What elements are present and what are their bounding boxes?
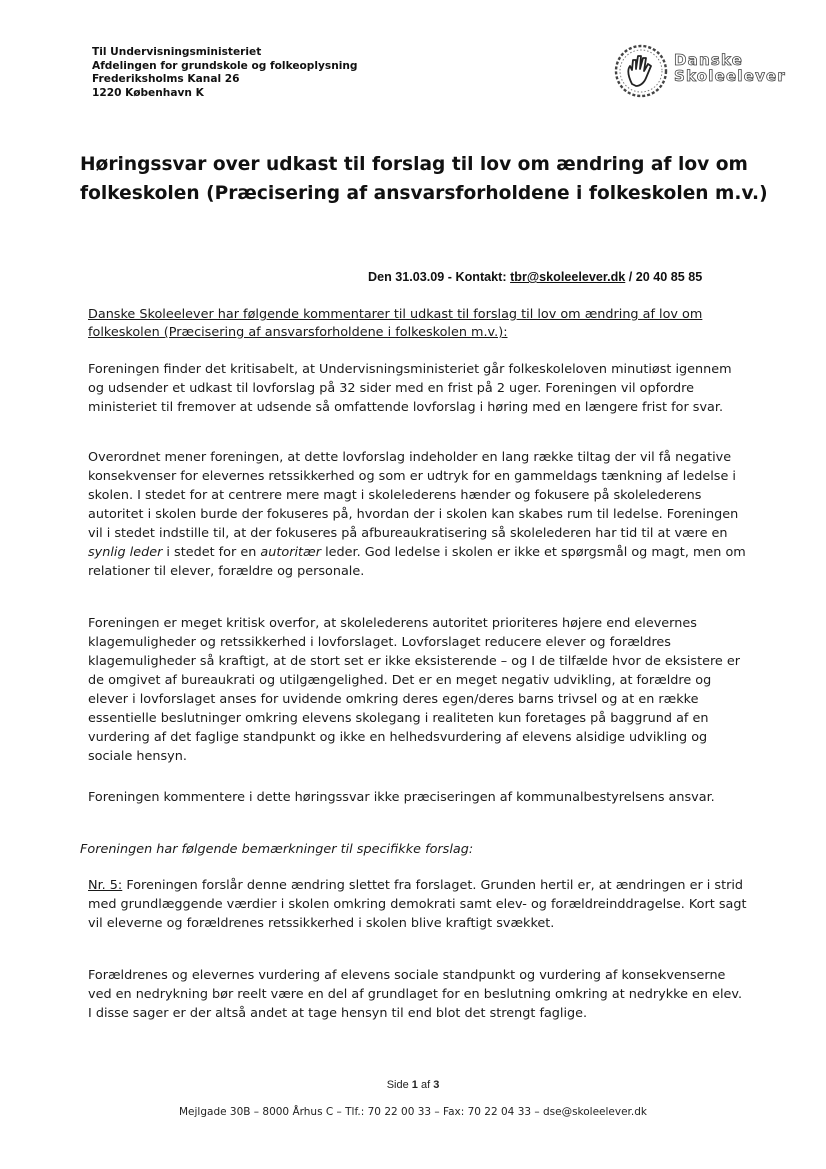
paragraph-nr5	[88, 876, 748, 933]
footer-contact: Mejlgade 30B – 8000 Århus C – Tlf.: 70 22 00 33 – Fax: 70 22 04 33 – dse@skoleelever.dk	[178, 1106, 647, 1118]
address-line: 1220 København K	[92, 86, 204, 99]
address-line: Til Undervisningsministeriet	[92, 46, 262, 58]
recipient-address	[92, 46, 512, 100]
logo-wordmark	[674, 52, 786, 84]
logo	[612, 40, 792, 110]
address-line: Frederiksholms Kanal 26	[92, 73, 240, 85]
page-number	[0, 1079, 826, 1091]
contact-phone: / 20 40 85 85	[625, 270, 703, 284]
date-contact-prefix: Den 31.03.09 - Kontakt:	[368, 270, 511, 284]
paragraph-text: Foreningen forslår denne ændring slettet fra forslaget. Grunden hertil er, at ændringen er i strid med grundlæggende værdier i skolen omkring demokrati samt elev- og forældreinddragelse. Kort sagt vil eleverne og forældrenes retssikkerhed i skolen blive kraftigt svækket.	[88, 878, 747, 931]
contact-email-link[interactable]: tbr@skoleelever.dk	[510, 270, 626, 284]
paragraph-municipal: Foreningen kommentere i dette høringssvar ikke præciseringen af kommunalbestyrelsens ansvar.	[88, 790, 715, 805]
date-contact-line	[368, 270, 768, 284]
emphasis-text: autoritær	[260, 545, 322, 560]
address-line: Afdelingen for grundskole og folkeoplysning	[92, 59, 358, 72]
page-middle: af	[417, 1079, 434, 1091]
hand-logo-icon	[612, 40, 672, 102]
intro-statement: Danske Skoleelever har følgende kommentarer til udkast til forslag til lov om ændring af lov om folkeskolen (Præcisering af ansvarsforholdene i folkeskolen m.v.):	[88, 307, 703, 340]
paragraph-text: leder. God ledelse i skolen er ikke et spørgsmål og magt, men om relationer til elever, forældre og personale.	[88, 545, 746, 579]
paragraph-overall	[88, 448, 748, 581]
item-label: Nr. 5:	[88, 878, 123, 893]
paragraph-deadline: Foreningen finder det kritisabelt, at Undervisningsministeriet går folkeskoleloven minutiøst igennem og udsender et udkast til lovforslag på 32 sider med en frist på 2 uger. Foreningen vil opfordre ministeriet til fremover at udsende så omfattende lovforslag i høring med en længere frist for svar.	[88, 362, 732, 415]
paragraph-text: i stedet for en	[162, 545, 261, 560]
paragraph-parents: Forældrenes og elevernes vurdering af elevens sociale standpunkt og vurdering af konsekvenserne ved en nedrykning bør reelt være en del af grundlaget for en beslutning omkring at nedrykke en elev. I disse sager er der altså andet at tage hensyn til end blot det strengt faglige.	[88, 968, 743, 1021]
page-prefix: Side	[386, 1079, 412, 1091]
paragraph-criticism: Foreningen er meget kritisk overfor, at skolelederens autoritet prioriteres højere end elevernes klagemuligheder og retssikkerhed i lovforslaget. Lovforslaget reducere elever og forældres klagemuligheder så kraftigt, at de stort set er ikke eksisterende – og I de tilfælde hvor de eksistere er de omgivet af bureaukrati og utilgængelighed. Det er en meget negativ udvikling, at forældre og elever i lovforslaget anses for uvidende omkring deres egen/deres barns trivsel og at en række essentielle beslutninger omkring elevens skolegang i realiteten kun foretages på baggrund af en vurdering af det faglige standpunkt og ikke en helhedsvurdering af elevens alsidige udvikling og sociale hensyn.	[88, 616, 741, 764]
section-heading: Foreningen har følgende bemærkninger til specifikke forslag:	[80, 842, 474, 857]
emphasis-text: synlig leder	[88, 545, 163, 560]
logo-word: Danske	[674, 51, 744, 69]
page-current: 1	[411, 1079, 418, 1091]
page-total: 3	[433, 1079, 440, 1091]
paragraph-text: Overordnet mener foreningen, at dette lovforslag indeholder en lang række tiltag der vil få negative konsekvenser for elevernes retssikkerhed og som er udtryk for en gammeldags tænkning af ledelse i skolen. I stedet for at centrere mere magt i skolelederens hænder og fokusere på skolelederens autoritet i skolen burde der fokuseres på, hvordan der i skolen kan skabes rum til ledelse. Foreningen vil i stedet indstille til, at der fokuseres på afbureaukratisering så skolelederen har tid til at være en	[88, 450, 739, 541]
document-title: Høringssvar over udkast til forslag til lov om ændring af lov om folkeskolen (Præcisering af ansvarsforholdene i folkeskolen m.v.)	[80, 154, 768, 204]
logo-word: Skoleelever	[674, 67, 787, 85]
